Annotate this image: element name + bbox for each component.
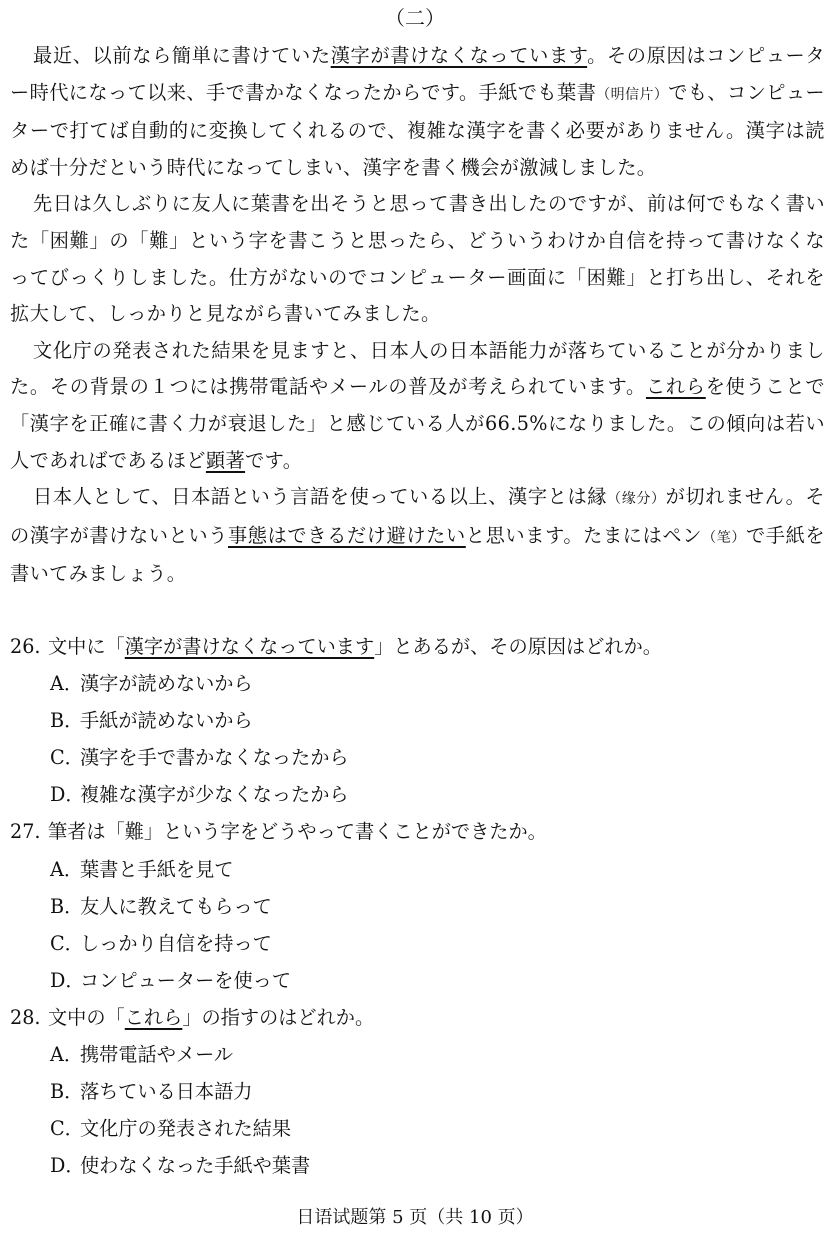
option-28-a[interactable] — [10, 1036, 820, 1073]
option-text: 漢字が読めないから — [80, 672, 253, 696]
passage-text: です。 — [245, 448, 303, 472]
gloss-note: （缘分） — [607, 491, 666, 508]
option-text: 落ちている日本語力 — [80, 1080, 253, 1104]
passage-text: 。その原因はコンピューター時代になって以来、手で書かなくなったからです。手紙でも葉書 — [10, 44, 825, 104]
section-heading: （二） — [385, 6, 445, 30]
question-27 — [10, 813, 820, 850]
option-26-a[interactable] — [10, 665, 820, 702]
page-footer: 日语试题第 5 页（共 10 页） — [296, 1207, 534, 1228]
question-text: 」の指すのはどれか。 — [182, 1005, 375, 1029]
passage-text: 最近、以前なら簡単に書けていた — [33, 44, 331, 67]
passage-paragraph-4 — [10, 479, 825, 593]
question-quote: 漢字が書けなくなっています — [124, 635, 375, 658]
passage-paragraph-2: 先日は久しぶりに友人に葉書を出そうと思って書き出したのですが、前は何でもなく書いた「困難」の「難」という字を書こうと思ったら、どういうわけか自信を持って書けなくなってびっくりしました。仕方がないのでコンピューター画面に「困難」と打ち出し、それを拡大して、しっかりと見ながら書いてみました。 — [10, 192, 825, 326]
option-text: コンピューターを使って — [80, 968, 292, 992]
passage-paragraph-3 — [10, 333, 825, 479]
question-number: 26. — [10, 635, 41, 658]
option-text: 葉書と手紙を見て — [80, 857, 234, 881]
option-label: A． — [50, 857, 84, 881]
passage-text: を使うことで「漢字を正確に書く力が衰退した」と感じている人が66.5%になりました。この傾向は若い人であればであるほど — [10, 375, 826, 472]
underlined-phrase-kencho: 顕著 — [205, 448, 246, 472]
option-26-c[interactable] — [10, 739, 820, 776]
option-text: 使わなくなった手紙や葉書 — [80, 1154, 311, 1178]
passage-text: と思います。たまにはペン — [465, 523, 703, 547]
option-label: D． — [50, 1154, 85, 1178]
option-27-c[interactable] — [10, 925, 820, 962]
option-text: 携帯電話やメール — [80, 1043, 234, 1067]
option-label: D． — [50, 968, 85, 992]
question-text: 文中に「 — [48, 635, 125, 658]
option-28-c[interactable] — [10, 1110, 820, 1147]
gloss-note: （明信片） — [596, 86, 669, 103]
gloss-note: （笔） — [702, 529, 746, 546]
question-quote: これら — [124, 1005, 183, 1029]
option-label: C． — [50, 746, 84, 770]
passage-text: が切れません。その漢字が書けないという — [10, 485, 825, 547]
option-27-a[interactable] — [10, 851, 820, 888]
option-26-b[interactable] — [10, 702, 820, 739]
option-label: A． — [50, 1043, 84, 1067]
option-text: 友人に教えてもらって — [80, 894, 272, 918]
option-label: A． — [50, 672, 84, 696]
passage-text: 日本人として、日本語という言語を使っている以上、漢字とは縁 — [33, 485, 608, 509]
option-label: C． — [50, 931, 84, 955]
reading-passage — [10, 38, 825, 593]
question-number: 28. — [10, 1005, 41, 1029]
question-28 — [10, 999, 820, 1036]
option-text: 手紙が読めないから — [80, 709, 253, 733]
option-text: 複雑な漢字が少なくなったから — [80, 783, 349, 807]
option-label: B． — [50, 709, 84, 733]
question-text: 」とあるが、その原因はどれか。 — [374, 635, 662, 658]
option-label: B． — [50, 894, 84, 918]
option-text: しっかり自信を持って — [80, 931, 272, 955]
passage-paragraph-1 — [10, 38, 825, 186]
passage-text: 文化庁の発表された結果を見ますと、日本人の日本語能力が落ちていることが分かりました。その背景の１つには携帯電話やメールの普及が考えられています。 — [10, 338, 825, 399]
question-text: 文中の「 — [48, 1005, 125, 1029]
passage-text: でも、コンピューターで打てば自動的に変換してくれるので、複雑な漢字を書く必要がありません。漢字は読めば十分だという時代になってしまい、漢字を書く機会が激減しました。 — [10, 80, 825, 179]
question-26 — [10, 628, 820, 665]
option-26-d[interactable] — [10, 776, 820, 813]
underlined-phrase-korera: これら — [645, 375, 706, 399]
option-27-d[interactable] — [10, 962, 820, 999]
underlined-phrase-jitai: 事態はできるだけ避けたい — [227, 523, 466, 547]
option-28-b[interactable] — [10, 1073, 820, 1110]
question-text: 筆者は「難」という字をどうやって書くことができたか。 — [48, 820, 547, 844]
option-label: B． — [50, 1080, 84, 1104]
option-text: 文化庁の発表された結果 — [80, 1117, 292, 1141]
passage-text: で手紙を書いてみましょう。 — [10, 523, 825, 586]
option-label: C． — [50, 1117, 84, 1141]
underlined-phrase-kanji: 漢字が書けなくなっています — [330, 44, 588, 67]
question-number: 27. — [10, 820, 41, 844]
option-label: D． — [50, 783, 85, 807]
option-text: 漢字を手で書かなくなったから — [80, 746, 349, 770]
option-28-d[interactable] — [10, 1147, 820, 1184]
option-27-b[interactable] — [10, 888, 820, 925]
question-list — [10, 628, 820, 1184]
